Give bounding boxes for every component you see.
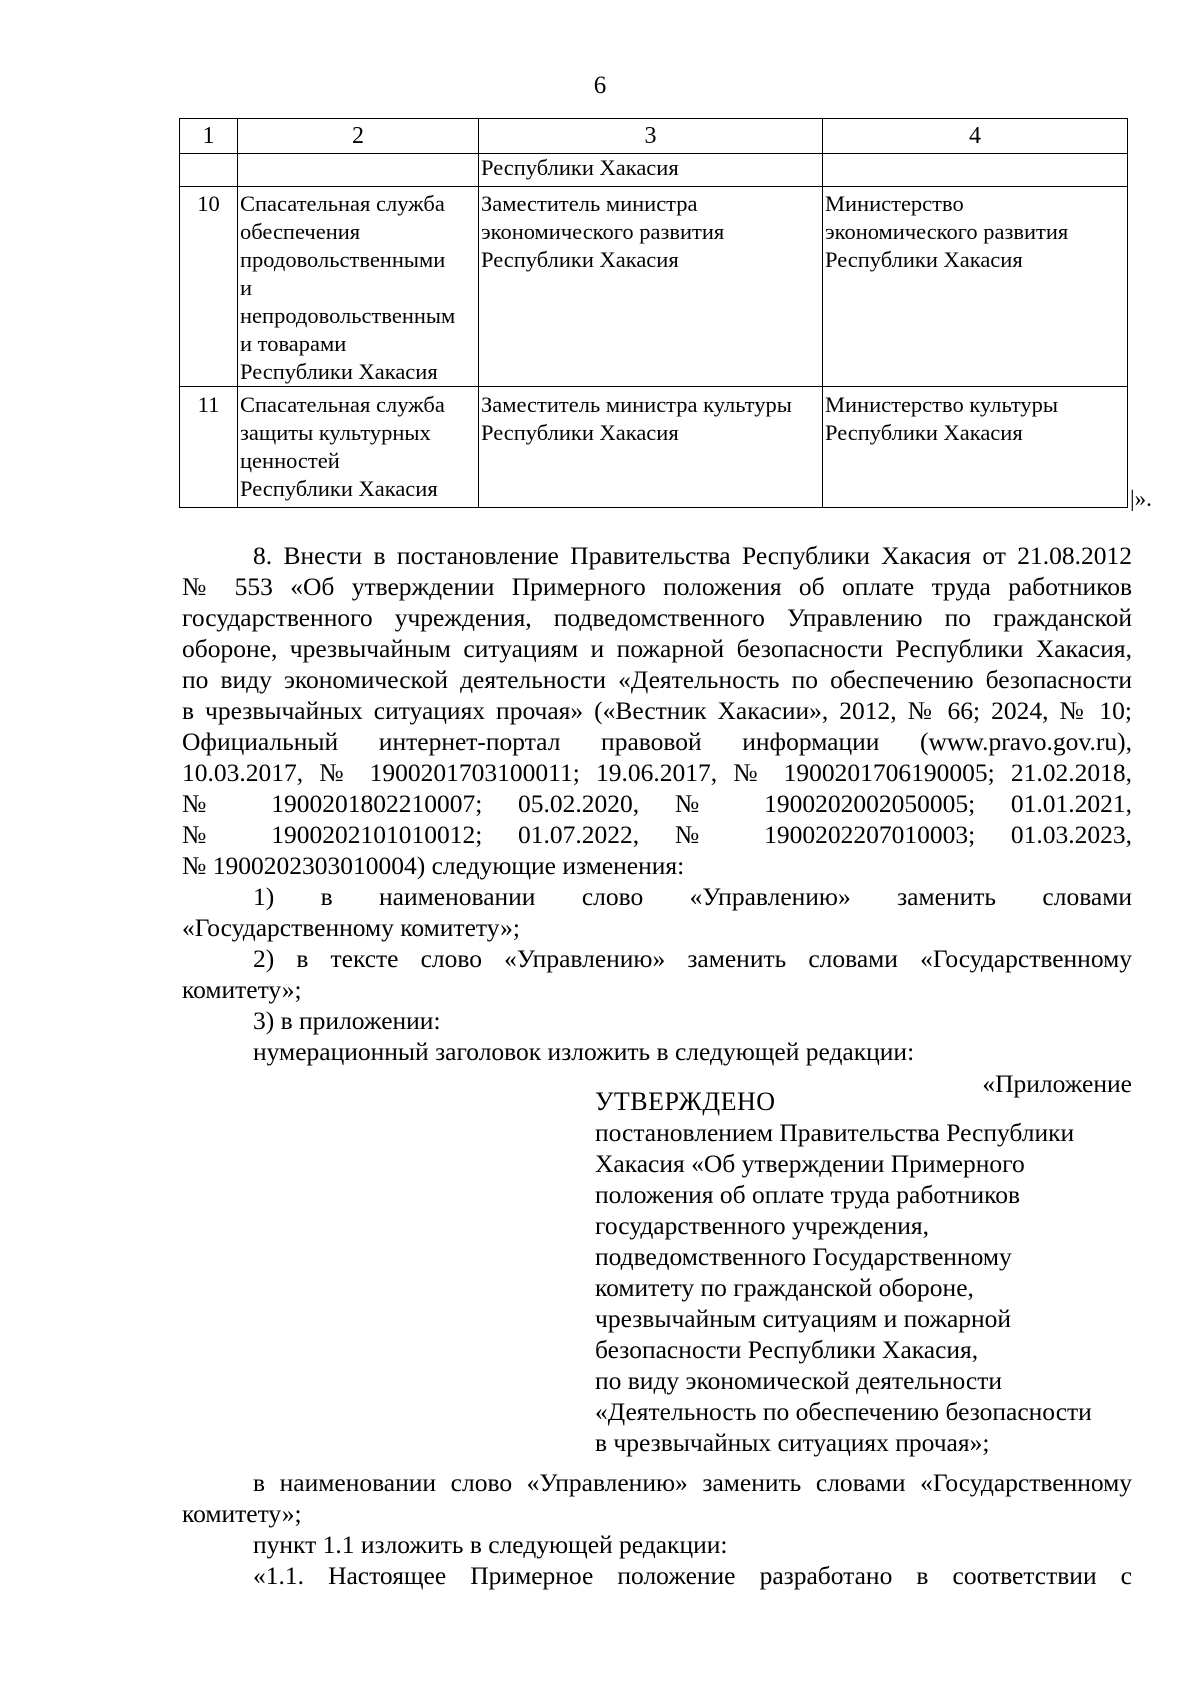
table-header-cell: 2 (238, 119, 479, 154)
paragraph-line: пункт 1.1 изложить в следующей редакции: (253, 1530, 728, 1559)
cell-line: Заместитель министра (481, 191, 698, 216)
paragraph-line: № 1900202101010012; 01.07.2022, № 1900202207010003; 01.03.2023, (182, 820, 1132, 849)
table-cell (180, 154, 238, 187)
paragraph-line: 3) в приложении: (253, 1006, 441, 1035)
table-closing-mark (1130, 486, 1152, 512)
cell-line: обеспечения (240, 219, 361, 244)
cell-line: и товарами (240, 331, 347, 356)
cell-line: Республики Хакасия (481, 247, 679, 272)
cell-line: Спасательная служба (240, 392, 445, 417)
paragraph-line: 1) в наименовании слово «Управлению» заменить словами (253, 882, 1132, 911)
approval-block (595, 1086, 1115, 1458)
paragraph-line: № 1900202303010004) следующие изменения: (182, 851, 685, 880)
paragraph-line: № 553 «Об утверждении Примерного положения об оплате труда работников (182, 572, 1132, 601)
service-body-cell (823, 387, 1128, 508)
table-cell: Республики Хакасия (479, 154, 823, 187)
closing-quote: ». (1134, 486, 1152, 511)
approval-line: Хакасия «Об утверждении Примерного (595, 1149, 1025, 1178)
approval-line: государственного учреждения, (595, 1211, 929, 1240)
appendix-label: «Приложение (982, 1069, 1132, 1098)
cell-line: Республики Хакасия (240, 359, 438, 384)
paragraph-line: комитету»; (182, 975, 302, 1004)
approval-line: в чрезвычайных ситуациях прочая»; (595, 1428, 990, 1457)
cell-line: экономического развития (481, 219, 725, 244)
services-table (179, 118, 1128, 508)
cell-line: Республики Хакасия (240, 476, 438, 501)
paragraph-line: нумерационный заголовок изложить в следующей редакции: (253, 1037, 915, 1066)
table-row (180, 187, 1128, 387)
paragraph-line: № 1900201802210007; 05.02.2020, № 1900202002050005; 01.01.2021, (182, 789, 1132, 818)
row-number: 10 (180, 187, 238, 387)
cell-line: и (240, 275, 253, 300)
table-cell (823, 154, 1128, 187)
paragraph-line: комитету»; (182, 1499, 302, 1528)
cell-line: Министерство (825, 191, 964, 216)
table-header-row (180, 119, 1128, 154)
service-head-cell (479, 187, 823, 387)
cell-line: Республики Хакасия (825, 247, 1023, 272)
cell-line: защиты культурных (240, 420, 431, 445)
cell-line: Республики Хакасия (481, 420, 679, 445)
cell-line: экономического развития (825, 219, 1069, 244)
cell-line: Заместитель министра культуры (481, 392, 792, 417)
table-row (180, 154, 1128, 187)
table-row (180, 387, 1128, 508)
approval-line: «Деятельность по обеспечению безопасности (595, 1397, 1092, 1426)
table-header-cell: 3 (479, 119, 823, 154)
paragraph-line: обороне, чрезвычайным ситуациям и пожарной безопасности Республики Хакасия, (182, 634, 1132, 663)
approval-line: положения об оплате труда работников (595, 1180, 1021, 1209)
paragraph-line: 2) в тексте слово «Управлению» заменить словами «Государственному (253, 944, 1132, 973)
table-header-cell: 4 (823, 119, 1128, 154)
paragraph-line: 8. Внести в постановление Правительства Республики Хакасия от 21.08.2012 (253, 541, 1132, 570)
table-edge-mark: | (1130, 486, 1135, 511)
service-name-cell (238, 187, 479, 387)
approval-line: комитету по гражданской обороне, (595, 1273, 974, 1302)
row-number: 11 (180, 387, 238, 508)
page-number: 6 (593, 72, 607, 99)
paragraph-line: в наименовании слово «Управлению» заменить словами «Государственному (253, 1468, 1132, 1497)
cell-line: Спасательная служба (240, 191, 445, 216)
paragraph-line: в чрезвычайных ситуациях прочая» («Вестник Хакасии», 2012, № 66; 2024, № 10; (182, 696, 1132, 725)
approval-line: безопасности Республики Хакасия, (595, 1335, 979, 1364)
cell-line: Министерство культуры (825, 392, 1059, 417)
cell-line: непродовольственным (240, 303, 456, 328)
cell-line: продовольственными (240, 247, 446, 272)
service-head-cell (479, 387, 823, 508)
approval-title: УТВЕРЖДЕНО (595, 1087, 776, 1116)
cell-line: Республики Хакасия (825, 420, 1023, 445)
paragraph-line: государственного учреждения, подведомственного Управлению по гражданской (182, 603, 1132, 632)
paragraph-line: «1.1. Настоящее Примерное положение разработано в соответствии с (253, 1561, 1132, 1590)
approval-line: подведомственного Государственному (595, 1242, 1012, 1271)
approval-line: по виду экономической деятельности (595, 1366, 1002, 1395)
approval-line: постановлением Правительства Республики (595, 1118, 1075, 1147)
paragraph-line: Официальный интернет-портал правовой информации (www.pravo.gov.ru), (182, 727, 1132, 756)
approval-line: чрезвычайным ситуациям и пожарной (595, 1304, 1012, 1333)
service-name-cell (238, 387, 479, 508)
table-header-cell: 1 (180, 119, 238, 154)
table-cell (238, 154, 479, 187)
paragraph-line: по виду экономической деятельности «Деятельность по обеспечению безопасности (182, 665, 1132, 694)
service-body-cell (823, 187, 1128, 387)
paragraph-line: 10.03.2017, № 1900201703100011; 19.06.2017, № 1900201706190005; 21.02.2018, (182, 758, 1132, 787)
paragraph-line: «Государственному комитету»; (182, 913, 520, 942)
cell-line: ценностей (240, 448, 340, 473)
